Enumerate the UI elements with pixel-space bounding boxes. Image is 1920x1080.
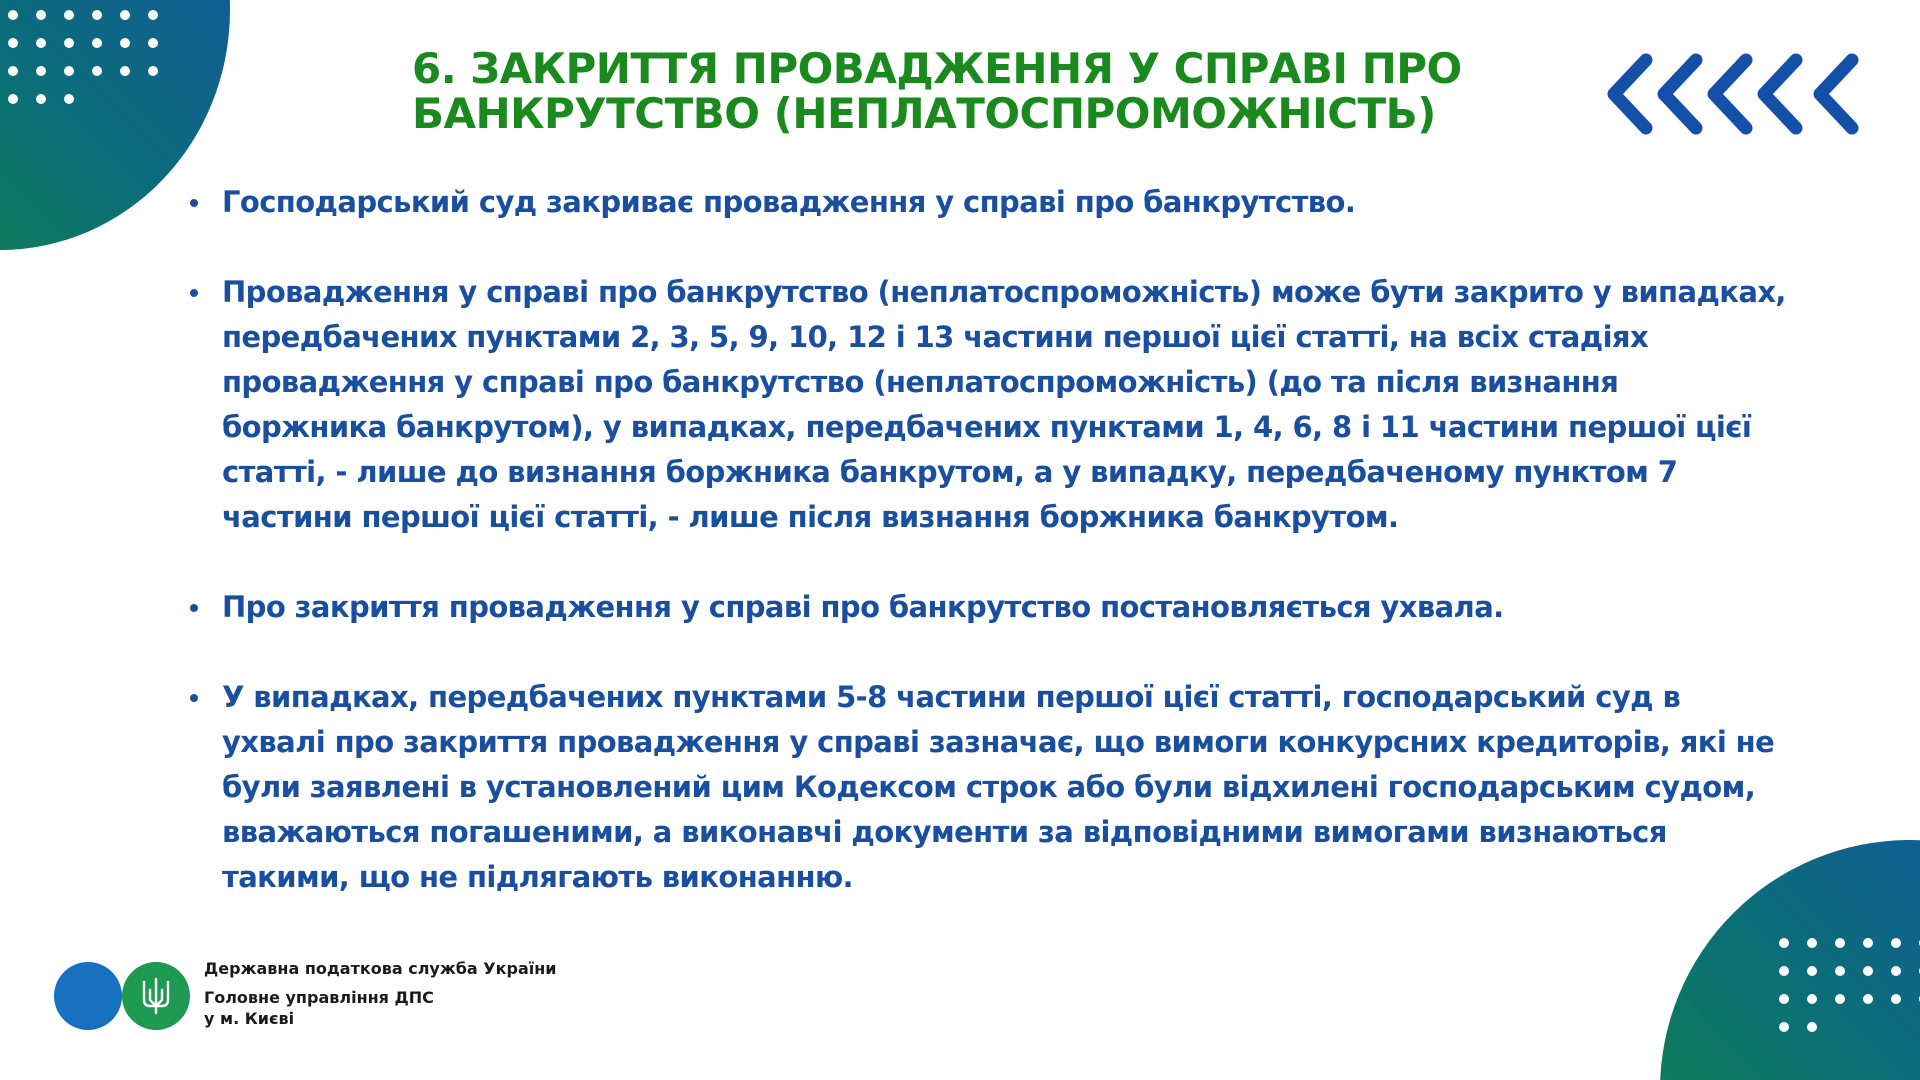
logo-circle-green [122, 962, 190, 1030]
logo-circle-blue [54, 962, 122, 1030]
page-title: 6. ЗАКРИТТЯ ПРОВАДЖЕННЯ У СПРАВІ ПРО БАНКРУТСТВО (НЕПЛАТОСПРОМОЖНІСТЬ) [412, 44, 1462, 138]
list-item: Провадження у справі про банкрутство (неплатоспроможність) може бути закрито у випадках, передбачених пунктами 2, 3, 5, 9, 10, 12 і 13 частини першої цієї статті, на всіх стадіях провадження у справі про банкрутство (неплатоспроможність) (до та після визнання боржника банкрутом), у випадках, передбачених пунктами 1, 4, 6, 8 і 11 частини першої цієї статті, - лише до визнання боржника банкрутом, а у випадку, передбаченому пунктом 7 частини першої цієї статті, - лише після визнання боржника банкрутом. [190, 270, 1790, 540]
dot-pattern-bottom-right [1779, 938, 1920, 1032]
list-item: Господарський суд закриває провадження у справі про банкрутство. [190, 180, 1790, 225]
dot-pattern-top-left [8, 10, 158, 104]
list-item: Про закриття провадження у справі про банкрутство постановляється ухвала. [190, 585, 1790, 630]
trident-icon [140, 976, 172, 1016]
department-city: у м. Києві [204, 1009, 295, 1028]
department-name: Головне управління ДПС [204, 988, 434, 1007]
chevrons-left-icon [1604, 52, 1874, 136]
organization-name: Державна податкова служба України [204, 959, 557, 978]
bullet-list [190, 180, 1790, 900]
list-item: У випадках, передбачених пунктами 5-8 частини першої цієї статті, господарський суд в ухвалі про закриття провадження у справі зазначає, що вимоги конкурсних кредиторів, які не були заявлені в установлений цим Кодексом строк або були відхилені господарським судом, вважаються погашеними, а виконавчі документи за відповідними вимогами визнаються такими, що не підлягають виконанню. [190, 675, 1790, 900]
main-content [190, 180, 1790, 945]
footer-text [204, 958, 624, 1029]
